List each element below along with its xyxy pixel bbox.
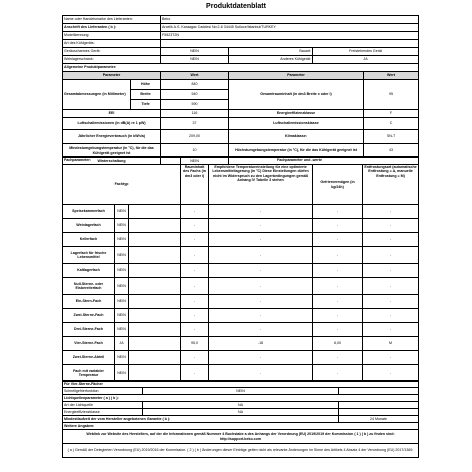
eclass-value: F: [364, 110, 419, 118]
value-header: Wert: [161, 72, 229, 80]
height-value: 840: [161, 80, 229, 90]
height-label: Höhe: [131, 80, 161, 90]
compartment-defrost: -: [363, 264, 419, 278]
compartment-present: NEIN: [115, 295, 129, 309]
compartment-volume: -: [181, 233, 209, 247]
compartment-volume: -: [181, 278, 209, 295]
climate-value: SN-T: [364, 130, 419, 144]
compartment-defrost: -: [363, 219, 419, 233]
weblink-row: [63, 430, 419, 444]
compartment-temp: -: [209, 247, 313, 264]
four-star-row: [63, 381, 419, 388]
compartment-temp: -: [209, 323, 313, 337]
noise-row: [63, 48, 419, 56]
compartment-spacer: [129, 247, 181, 264]
compartment-name: Lagerfach für frische Lebensmittel: [63, 247, 115, 264]
general-section-label: Allgemeine Produktparameter:: [63, 64, 419, 72]
min-temp-label: Mindestumgebungstemperatur (in °C), für die das Kühlgerät geeignet ist: [63, 144, 161, 158]
quick-freeze-row: [63, 388, 419, 395]
light-section-label: Lichtquellenparameter ( a ) ( b ):: [63, 395, 419, 402]
compartment-present: NEIN: [115, 323, 129, 337]
type-value: [161, 40, 419, 48]
compartment-row: [63, 233, 419, 247]
compartment-temp: -: [209, 365, 313, 382]
compartment-name: Zwei-Sterne-Abteil: [63, 351, 115, 365]
supplier-label: Name oder Handelsmarke des Lieferanten:: [63, 16, 161, 24]
energy-label: Jährlicher Energieverbrauch (in kWh/a): [63, 130, 161, 144]
compartment-name: Zwei-Sterne-Fach: [63, 309, 115, 323]
general-section-row: [63, 64, 419, 72]
compartment-temp: -: [209, 295, 313, 309]
param-header: Parameter: [63, 72, 161, 80]
quick-freeze-label: Schnellgefrierfunktion: [63, 388, 143, 395]
compartment-freeze: -: [313, 264, 363, 278]
compartment-spacer: [129, 219, 181, 233]
compartment-present: NEIN: [115, 233, 129, 247]
compartment-section-label: Fachparameter:: [63, 157, 181, 165]
compartment-present: NEIN: [115, 309, 129, 323]
compartment-table: [62, 156, 419, 382]
compartment-spacer: [129, 295, 181, 309]
noise-label: Geräuscharmes Gerät:: [63, 48, 161, 56]
compartment-temp: -: [209, 351, 313, 365]
compartment-freeze: -: [313, 247, 363, 264]
compartment-name: Drei-Sterne-Fach: [63, 323, 115, 337]
other-value: JA: [313, 56, 419, 64]
depth-label: Tiefe: [131, 100, 161, 110]
model-label: Modellkennung:: [63, 32, 161, 40]
wine-row: [63, 56, 419, 64]
compartment-freeze: -: [313, 219, 363, 233]
wine-value: NEIN: [161, 56, 229, 64]
light-type-value: NA: [143, 402, 339, 409]
compartment-present: JA: [115, 337, 129, 351]
noise-em-value: 37: [161, 118, 229, 130]
compartment-defrost: -: [363, 205, 419, 219]
compartment-temp: -: [209, 264, 313, 278]
compartment-row: [63, 337, 419, 351]
supplier-value: Beko: [161, 16, 419, 24]
compartment-name: Fach mit variabler Temperatur: [63, 365, 115, 382]
compartment-freeze: -: [313, 351, 363, 365]
compartment-present: NEIN: [115, 205, 129, 219]
noise-emission-row: [63, 118, 419, 130]
col-type-header: Fachtyp: [63, 165, 181, 205]
light-type-label: Art der Lichtquelle: [63, 402, 143, 409]
additional-label: Weitere Angaben:: [63, 423, 419, 430]
weblink-value[interactable]: http://support.beko.com: [219, 436, 262, 441]
model-value: F5523T2N: [161, 32, 419, 40]
param-header-2: Parameter: [229, 72, 364, 80]
compartment-row: [63, 205, 419, 219]
footnote-text: ( a ) Gemäß der Delegierten Verordnung (EU) 2019/2016 der Kommission. ( 2 ) ( b ) Änderungen dieser Einträge gelten nicht als relevante Änderungen im Sinne des Artikels 4 Absatz 4 der Verordnung (EU) 2017/1369.: [63, 444, 419, 458]
compartment-freeze: -: [313, 233, 363, 247]
light-class-row: [63, 409, 419, 416]
compartment-volume: -: [181, 351, 209, 365]
compartment-volume: -: [181, 295, 209, 309]
compartment-present: NEIN: [115, 247, 129, 264]
col-freeze-header: Gefriervermögen (in kg/24h): [313, 165, 363, 205]
compartment-volume: -: [181, 247, 209, 264]
compartment-row: [63, 351, 419, 365]
compartment-volume: -: [181, 205, 209, 219]
light-class-label: Energieeffizienzklasse: [63, 409, 143, 416]
compartment-volume: -: [181, 365, 209, 382]
compartment-section-row: [63, 157, 419, 165]
compartment-volume: 95,0: [181, 337, 209, 351]
address-label: Anschrift des Lieferanten ( b ):: [63, 24, 161, 32]
max-temp-value: 43: [364, 144, 419, 158]
compartment-defrost: -: [363, 247, 419, 264]
type-label: Art des Kühlgeräts:: [63, 40, 161, 48]
compartment-row: [63, 309, 419, 323]
col-volume-header: Rauminhalt des Fachs (in dm3 oder l): [181, 165, 209, 205]
compartment-volume: -: [181, 323, 209, 337]
four-star-label: Für Vier-Sterne-Fächer: [63, 381, 419, 388]
warranty-label: Mindestlaufzeit der vom Hersteller angebotenen Garantie ( b ):: [63, 416, 339, 423]
compartment-header-row: [63, 165, 419, 205]
climate-label: Klimaklasse:: [229, 130, 364, 144]
energy-row: [63, 130, 419, 144]
compartment-defrost: -: [363, 295, 419, 309]
height-row: [63, 80, 419, 90]
eei-row: [63, 110, 419, 118]
compartment-volume: -: [181, 264, 209, 278]
compartment-freeze: -: [313, 278, 363, 295]
compartment-defrost: -: [363, 233, 419, 247]
general-header-row: [63, 72, 419, 80]
address-value: Arcelik A.S. Karaagac Caddesi No:2-6 34445 Sutluce/Istanbul/TURKEY: [161, 24, 419, 32]
datasheet-title: Produktdatenblatt: [206, 3, 266, 10]
noise-class-label: Luftschallemissionsklasse: [229, 118, 364, 130]
col-temp-header: Empfohlene Temperatureinstellung für eine optimierte Lebensmittellagerung (in °C) Diese Einstellungen dürfen nicht im Widerspruch zu den Lagerbedingungen gemäß Anhang IV Tabelle 3 stehen: [209, 165, 313, 205]
winter-value: NEIN: [161, 158, 229, 165]
compartment-spacer: [129, 351, 181, 365]
warranty-value: 24 Monate: [339, 416, 419, 423]
dims-label: Gesamtabmessungen (in Millimeter): [63, 80, 131, 110]
noise-em-label: Luftschallemissionen (in dB(A) re 1 pW): [63, 118, 161, 130]
compartment-temp: -: [209, 309, 313, 323]
compartment-freeze: -: [313, 309, 363, 323]
compartment-name: Weinlagerfach: [63, 219, 115, 233]
light-type-row: [63, 402, 419, 409]
compartment-temp: -: [209, 205, 313, 219]
light-class-value: NA: [143, 409, 339, 416]
eei-value: 116: [161, 110, 229, 118]
design-label: Bauart:: [229, 48, 313, 56]
compartment-volume: -: [181, 309, 209, 323]
compartment-spacer: [129, 323, 181, 337]
volume-value: 95: [364, 80, 419, 110]
eei-label: EEI: [63, 110, 161, 118]
compartment-temp: -: [209, 219, 313, 233]
quick-freeze-filler: [339, 388, 419, 395]
compartment-spacer: [129, 309, 181, 323]
compartment-present: NEIN: [115, 278, 129, 295]
compartment-present: NEIN: [115, 365, 129, 382]
model-row: [63, 32, 419, 40]
compartment-row: [63, 247, 419, 264]
compartment-freeze: -: [313, 323, 363, 337]
light-class-filler: [339, 409, 419, 416]
other-label: Anderes Kühlgerät:: [229, 56, 313, 64]
wine-label: Weinlagerschrank:: [63, 56, 161, 64]
compartment-present: NEIN: [115, 351, 129, 365]
quick-freeze-value: NEIN: [143, 388, 339, 395]
compartment-present: NEIN: [115, 264, 129, 278]
light-type-filler: [339, 402, 419, 409]
compartment-defrost: -: [363, 278, 419, 295]
energy-value: 209,00: [161, 130, 229, 144]
compartment-group-header: Fachparameter und -werte: [181, 157, 419, 165]
design-value: Freistehendes Gerät: [313, 48, 419, 56]
compartment-name: Speisekammerfach: [63, 205, 115, 219]
compartment-name: Vier-Sterne-Fach: [63, 337, 115, 351]
compartment-spacer: [129, 233, 181, 247]
compartment-name: Ein-Stern-Fach: [63, 295, 115, 309]
compartment-name: Kellerfach: [63, 233, 115, 247]
winter-label: Winterschaltung: [63, 158, 161, 165]
compartment-spacer: [129, 205, 181, 219]
compartment-defrost: -: [363, 351, 419, 365]
compartment-spacer: [129, 278, 181, 295]
compartment-row: [63, 323, 419, 337]
additional-row: [63, 423, 419, 430]
compartment-row: [63, 278, 419, 295]
compartment-row: [63, 295, 419, 309]
compartment-spacer: [129, 337, 181, 351]
compartment-defrost: -: [363, 365, 419, 382]
weblink-text: Weblink zur Website des Herstellers, auf der die Informationen gemäß Nummer 4 Buchstabe a des Anhangs der Verordnung (EU) 2019/2019 der Kommission ( 1 ) ( b ) zu finden sind:: [86, 432, 395, 437]
max-temp-label: Höchstumgebungstemperatur (in °C), für die das Kühlgerät geeignet ist: [229, 144, 364, 158]
compartment-freeze: 6,00: [313, 337, 363, 351]
compartment-temp: -: [209, 233, 313, 247]
col-defrost-header: Entfrostungsart (automatische Entfrostung = A, manuelle Entfrostung = M): [363, 165, 419, 205]
compartment-spacer: [129, 365, 181, 382]
compartment-freeze: -: [313, 205, 363, 219]
compartment-defrost: -: [363, 309, 419, 323]
compartment-freeze: -: [313, 295, 363, 309]
footer-table: [62, 380, 419, 458]
value-header-2: Wert: [364, 72, 419, 80]
light-section-row: [63, 395, 419, 402]
noise-class-value: C: [364, 118, 419, 130]
compartment-name: Kaltlagerfach: [63, 264, 115, 278]
supplier-row: [63, 16, 419, 24]
compartment-row: [63, 264, 419, 278]
type-row: [63, 40, 419, 48]
compartment-present: NEIN: [115, 219, 129, 233]
address-row: [63, 24, 419, 32]
compartment-temp: -: [209, 278, 313, 295]
compartment-row: [63, 365, 419, 382]
general-parameters-table: [62, 15, 419, 165]
compartment-defrost: M: [363, 337, 419, 351]
compartment-row: [63, 219, 419, 233]
compartment-name: Null-Sterne- oder Eisbereiterfach: [63, 278, 115, 295]
weblink-cell: [63, 430, 419, 444]
width-label: Breite: [131, 90, 161, 100]
eclass-label: Energieeffizienzklasse: [229, 110, 364, 118]
compartment-spacer: [129, 264, 181, 278]
min-temp-value: 10: [161, 144, 229, 158]
width-value: 540: [161, 90, 229, 100]
compartment-volume: -: [181, 219, 209, 233]
warranty-row: [63, 416, 419, 423]
compartment-defrost: -: [363, 323, 419, 337]
compartment-temp: -18: [209, 337, 313, 351]
noise-value: NEIN: [161, 48, 229, 56]
note-row: [63, 444, 419, 458]
volume-label: Gesamtrauminhalt (in dm3 Breite x oder l): [229, 80, 364, 110]
compartment-freeze: -: [313, 365, 363, 382]
depth-value: 590: [161, 100, 229, 110]
